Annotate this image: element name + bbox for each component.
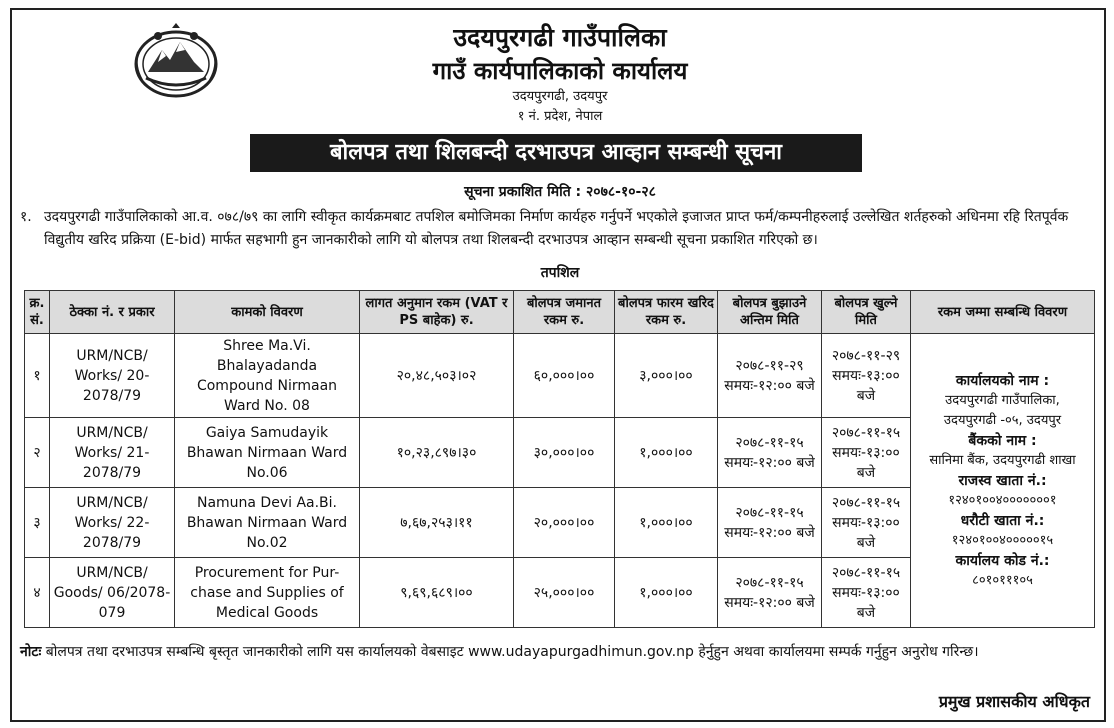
header-contract: ठेक्का नं. र प्रकार xyxy=(50,291,175,334)
notice-title-banner: बोलपत्र तथा शिलबन्दी दरभाउपत्र आव्हान सम्बन्धी सूचना xyxy=(250,134,862,172)
cell-sn: ३ xyxy=(25,488,50,558)
municipality-name: उदयपुरगढी गाउँपालिका xyxy=(453,23,667,52)
code-label: कार्यालय कोड नं.: xyxy=(955,552,1050,569)
deposit-details xyxy=(911,334,1095,628)
cell-security: ६०,०००।०० xyxy=(514,334,615,418)
cell-submit-date: २०७८-११-१५ समयः-१२:०० बजे xyxy=(718,488,822,558)
cell-contract: URM/NCB/ Works/ 22-2078/79 xyxy=(50,488,175,558)
cell-description: Gaiya Samudayik Bhawan Nirmaan Ward No.06 xyxy=(175,418,360,488)
cell-cost: ७,६७,२५३।११ xyxy=(360,488,514,558)
bank-label: बैंकको नाम : xyxy=(968,432,1037,449)
cell-cost: १०,२३,८९७।३० xyxy=(360,418,514,488)
header-open-date: बोलपत्र खुल्ने मिति xyxy=(822,291,911,334)
cell-sn: १ xyxy=(25,334,50,418)
cell-form-fee: १,०००।०० xyxy=(615,418,718,488)
footer-note xyxy=(20,641,1095,663)
header-security: बोलपत्र जमानत रकम रु. xyxy=(514,291,615,334)
office-address: उदयपुरगढी, उदयपुर xyxy=(512,89,608,104)
revenue-label: राजस्व खाता नं.: xyxy=(958,472,1047,489)
published-date: सूचना प्रकाशित मिति : २०७८-१०-२८ xyxy=(464,184,656,200)
cell-form-fee: ३,०००।०० xyxy=(615,334,718,418)
tender-table xyxy=(24,290,1095,628)
dharauti-label: धरौटी खाता नं.: xyxy=(960,512,1045,529)
cell-submit-date: २०७८-११-१५ समयः-१२:०० बजे xyxy=(718,418,822,488)
cell-open-date: २०७८-११-१५ समयः-१३:०० बजे xyxy=(822,488,911,558)
cell-open-date: २०७८-११-१५ समयः-१३:०० बजे xyxy=(822,418,911,488)
notice-paragraph xyxy=(20,206,1100,252)
office-label: कार्यालयको नाम : xyxy=(955,372,1050,389)
bank-value: सानिमा बैंक, उदयपुरगढी शाखा xyxy=(929,452,1076,468)
cell-contract: URM/NCB/ Works/ 20-2078/79 xyxy=(50,334,175,418)
cell-sn: २ xyxy=(25,418,50,488)
header-deposit: रकम जम्मा सम्बन्धि विवरण xyxy=(911,291,1095,334)
note-text: बोलपत्र तथा दरभाउपत्र सम्बन्धि बृस्तृत जानकारीको लागि यस कार्यालयको वेबसाइट www.udayapurgadhimun.gov.np हेर्नुहुन अथवा कार्यालयमा सम्पर्क गर्नुहुन अनुरोध गरिन्छ। xyxy=(45,644,979,660)
dharauti-value: १२४०१००४०००००१५ xyxy=(951,532,1054,548)
paragraph-text: उदयपुरगढी गाउँपालिकाको आ.व. ०७८/७९ का लागि स्वीकृत कार्यक्रमबाट तपशिल बमोजिमका निर्माण कार्यहरु गर्नुपर्ने भएकोले इजाजत प्राप्त फर्म/कम्पनीहरुलाई उल्लेखित शर्तहरुको अधिनमा रहि रितपूर्वक विद्युतीय खरिद प्रक्रिया (E-bid) मार्फत सहभागी हुन जानकारीको लागि यो बोलपत्र तथा शिलबन्दी दरभाउपत्र आव्हान सम्बन्धी सूचना प्रकाशित गरिएको छ। xyxy=(44,209,1069,248)
table-row xyxy=(25,334,1095,418)
office-value-2: उदयपुरगढी -०५, उदयपुर xyxy=(943,412,1062,428)
cell-contract: URM/NCB/ Works/ 21-2078/79 xyxy=(50,418,175,488)
cell-security: २०,०००।०० xyxy=(514,488,615,558)
header-sn: क्र. सं. xyxy=(25,291,50,334)
header-submit-date: बोलपत्र बुझाउने अन्तिम मिति xyxy=(718,291,822,334)
office-name: गाउँ कार्यपालिकाको कार्यालय xyxy=(432,57,688,85)
cell-description: Shree Ma.Vi. Bhalayadanda Compound Nirmaan Ward No. 08 xyxy=(175,334,360,418)
cell-open-date: २०७८-११-२९ समयः-१३:०० बजे xyxy=(822,334,911,418)
office-value-1: उदयपुरगढी गाउँपालिका, xyxy=(945,392,1060,408)
code-value: ८०१०१११०५ xyxy=(972,572,1033,588)
cell-form-fee: १,०००।०० xyxy=(615,558,718,628)
table-header-row xyxy=(25,291,1095,334)
municipality-emblem-icon xyxy=(128,22,224,100)
cell-security: २५,०००।०० xyxy=(514,558,615,628)
cell-description: Procurement for Pur- chase and Supplies of Medical Goods xyxy=(175,558,360,628)
cell-description: Namuna Devi Aa.Bi. Bhawan Nirmaan Ward No.02 xyxy=(175,488,360,558)
province: १ नं. प्रदेश, नेपाल xyxy=(517,109,603,124)
details-heading: तपशिल xyxy=(540,265,580,281)
note-label: नोटः xyxy=(20,644,42,660)
header-description: कामको विवरण xyxy=(175,291,360,334)
cell-open-date: २०७८-११-१५ समयः-१३:०० बजे xyxy=(822,558,911,628)
header-form-fee: बोलपत्र फारम खरिद रकम रु. xyxy=(615,291,718,334)
cell-form-fee: १,०००।०० xyxy=(615,488,718,558)
header-cost: लागत अनुमान रकम (VAT र PS बाहेक) रु. xyxy=(360,291,514,334)
signature-title: प्रमुख प्रशासकीय अधिकृत xyxy=(938,692,1090,711)
cell-submit-date: २०७८-११-२९ समयः-१२:०० बजे xyxy=(718,334,822,418)
cell-sn: ४ xyxy=(25,558,50,628)
cell-cost: २०,४८,५०३।०२ xyxy=(360,334,514,418)
paragraph-number: १. xyxy=(20,209,32,225)
cell-security: ३०,०००।०० xyxy=(514,418,615,488)
revenue-value: १२४०१००४०००००००१ xyxy=(948,492,1057,508)
cell-cost: ९,६९,६८९।०० xyxy=(360,558,514,628)
cell-contract: URM/NCB/ Goods/ 06/2078-079 xyxy=(50,558,175,628)
cell-submit-date: २०७८-११-१५ समयः-१२:०० बजे xyxy=(718,558,822,628)
